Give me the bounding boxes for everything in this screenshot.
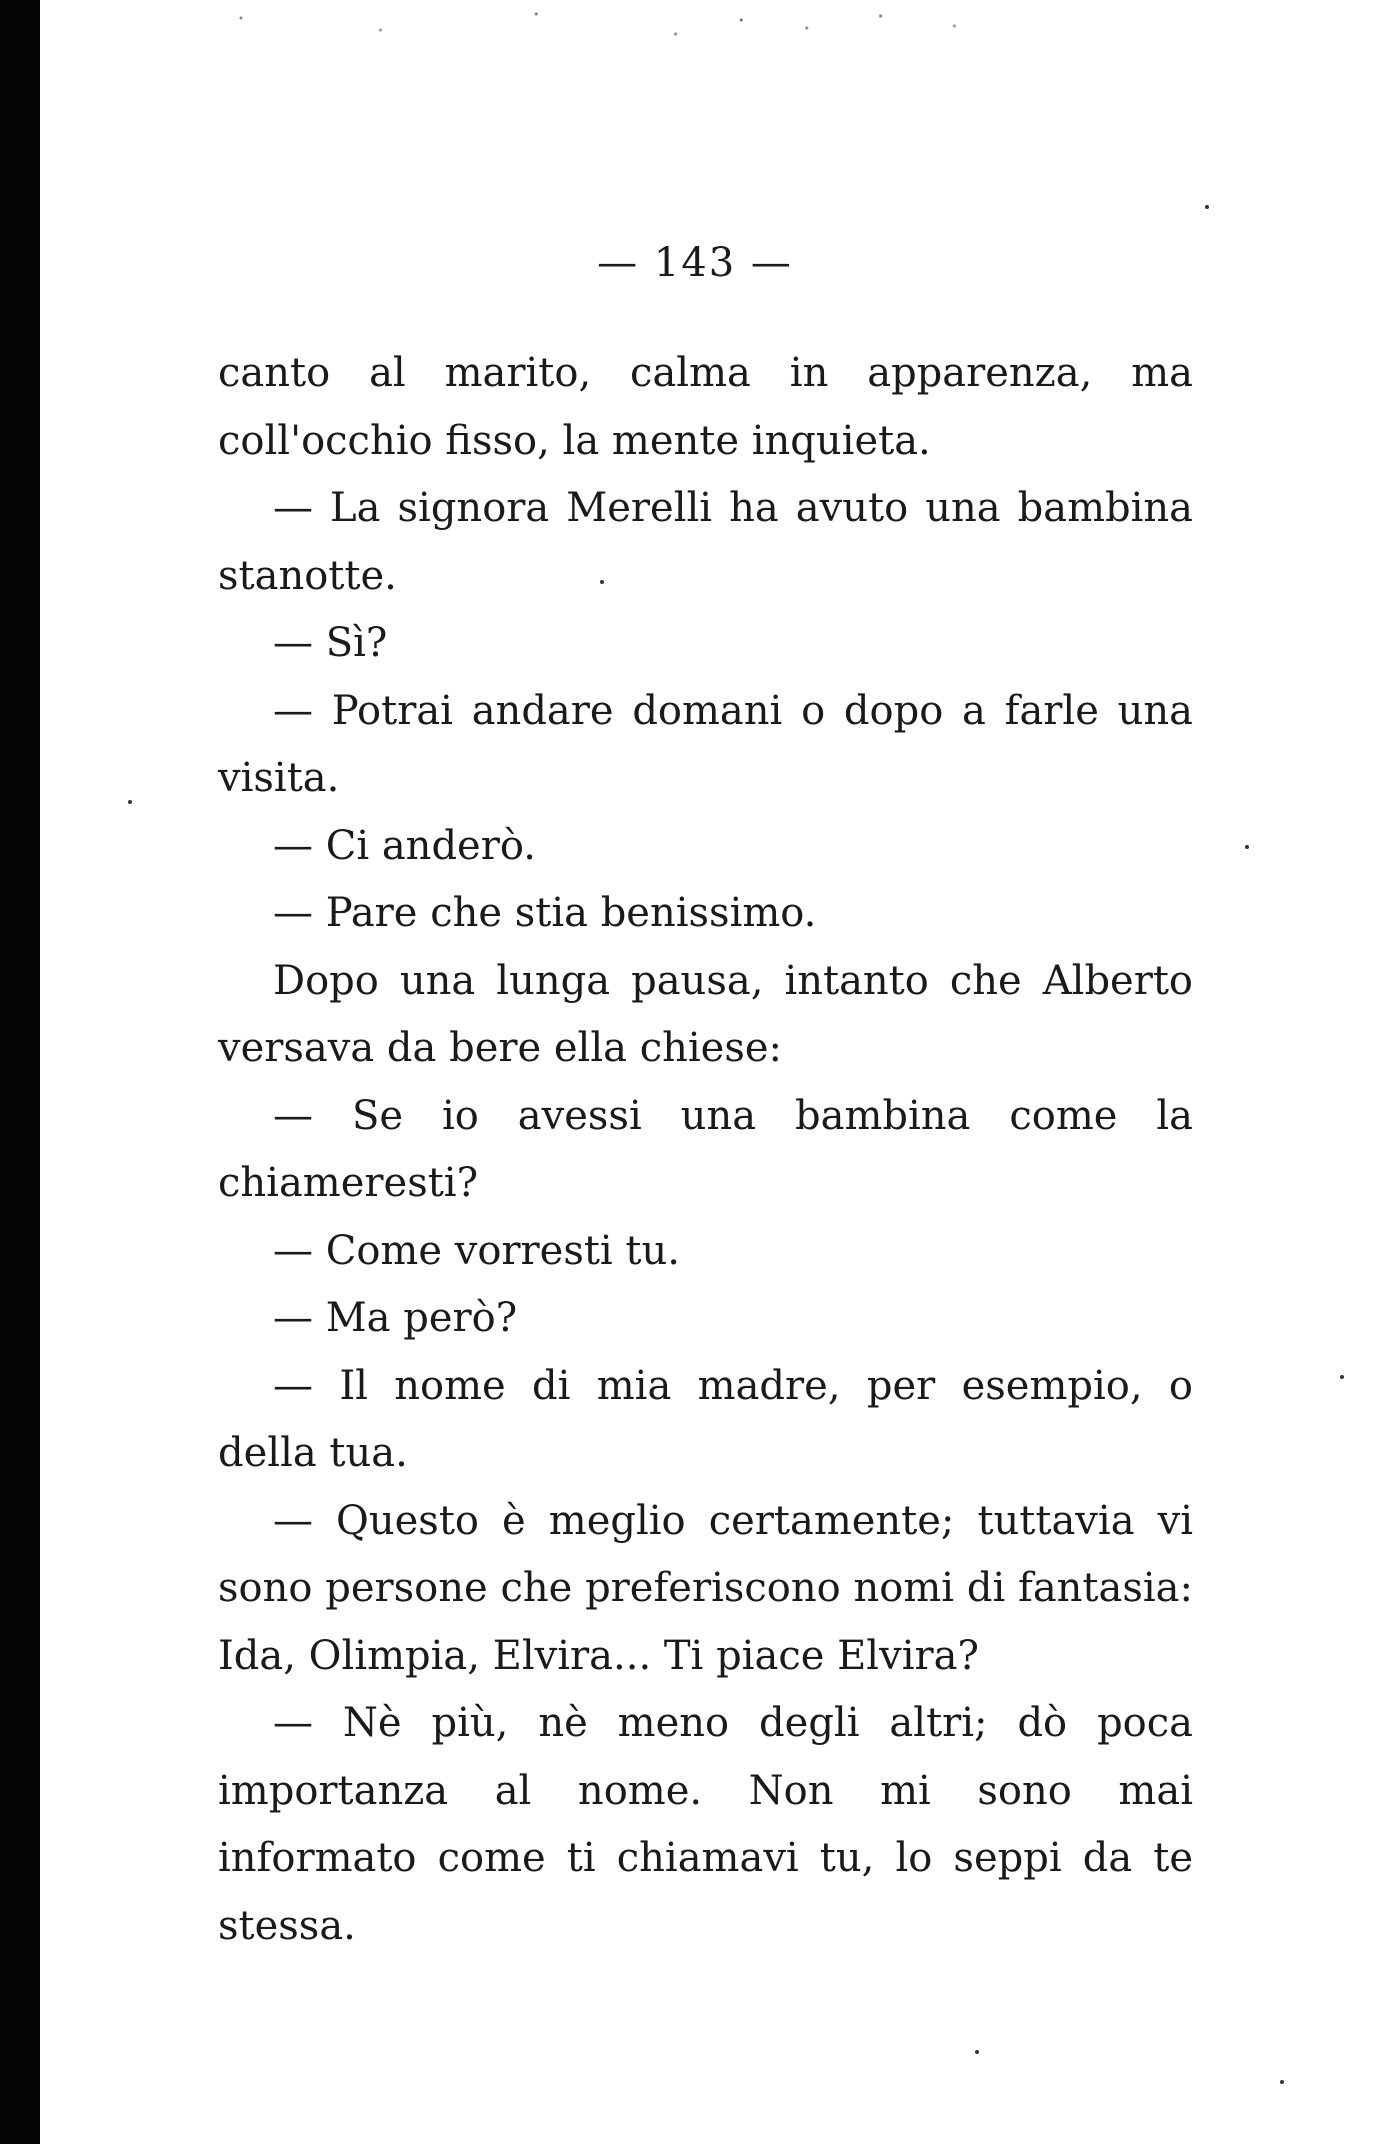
paragraph: — Il nome di mia madre, per esempio, o della tua. — [218, 1362, 1193, 1476]
paragraph: — Ma però? — [273, 1295, 518, 1341]
paragraph: — Sì? — [273, 620, 388, 666]
scan-speck — [1340, 1375, 1344, 1379]
scan-speck — [975, 2050, 979, 2054]
scan-speck — [1280, 2080, 1284, 2084]
paragraph: — La signora Merelli ha avuto una bambina stanotte. — [218, 485, 1193, 599]
paragraph: canto al marito, calma in apparenza, ma coll'occhio fisso, la mente inquieta. — [218, 350, 1193, 464]
paragraph: — Potrai andare domani o dopo a farle una visita. — [218, 687, 1193, 801]
binding-edge — [0, 0, 40, 2144]
body-text — [218, 340, 1193, 1960]
paragraph: — Ci anderò. — [273, 822, 536, 869]
paragraph: — Pare che stia benissimo. — [273, 890, 817, 936]
paragraph: — Questo è meglio certamente; tuttavia vi sono persone che preferiscono nomi di fantasia: Ida, Olimpia, Elvira... Ti piace Elvira? — [218, 1497, 1193, 1679]
binding-gap — [40, 0, 46, 2144]
paragraph: — Se io avessi una bambina come la chiameresti? — [218, 1092, 1193, 1206]
scan-speck — [1245, 845, 1249, 849]
page-number: — 143 — — [597, 240, 793, 286]
scan-speck — [128, 800, 132, 804]
paragraph: — Come vorresti tu. — [273, 1227, 680, 1274]
paragraph: Dopo una lunga pausa, intanto che Alberto versava da bere ella chiese: — [218, 957, 1193, 1071]
scan-speck — [1205, 205, 1209, 209]
scan-noise — [200, 6, 1020, 46]
paragraph: — Nè più, nè meno degli altri; dò poca importanza al nome. Non mi sono mai informato come ti chiamavi tu, lo seppi da te stessa. — [218, 1700, 1193, 1949]
